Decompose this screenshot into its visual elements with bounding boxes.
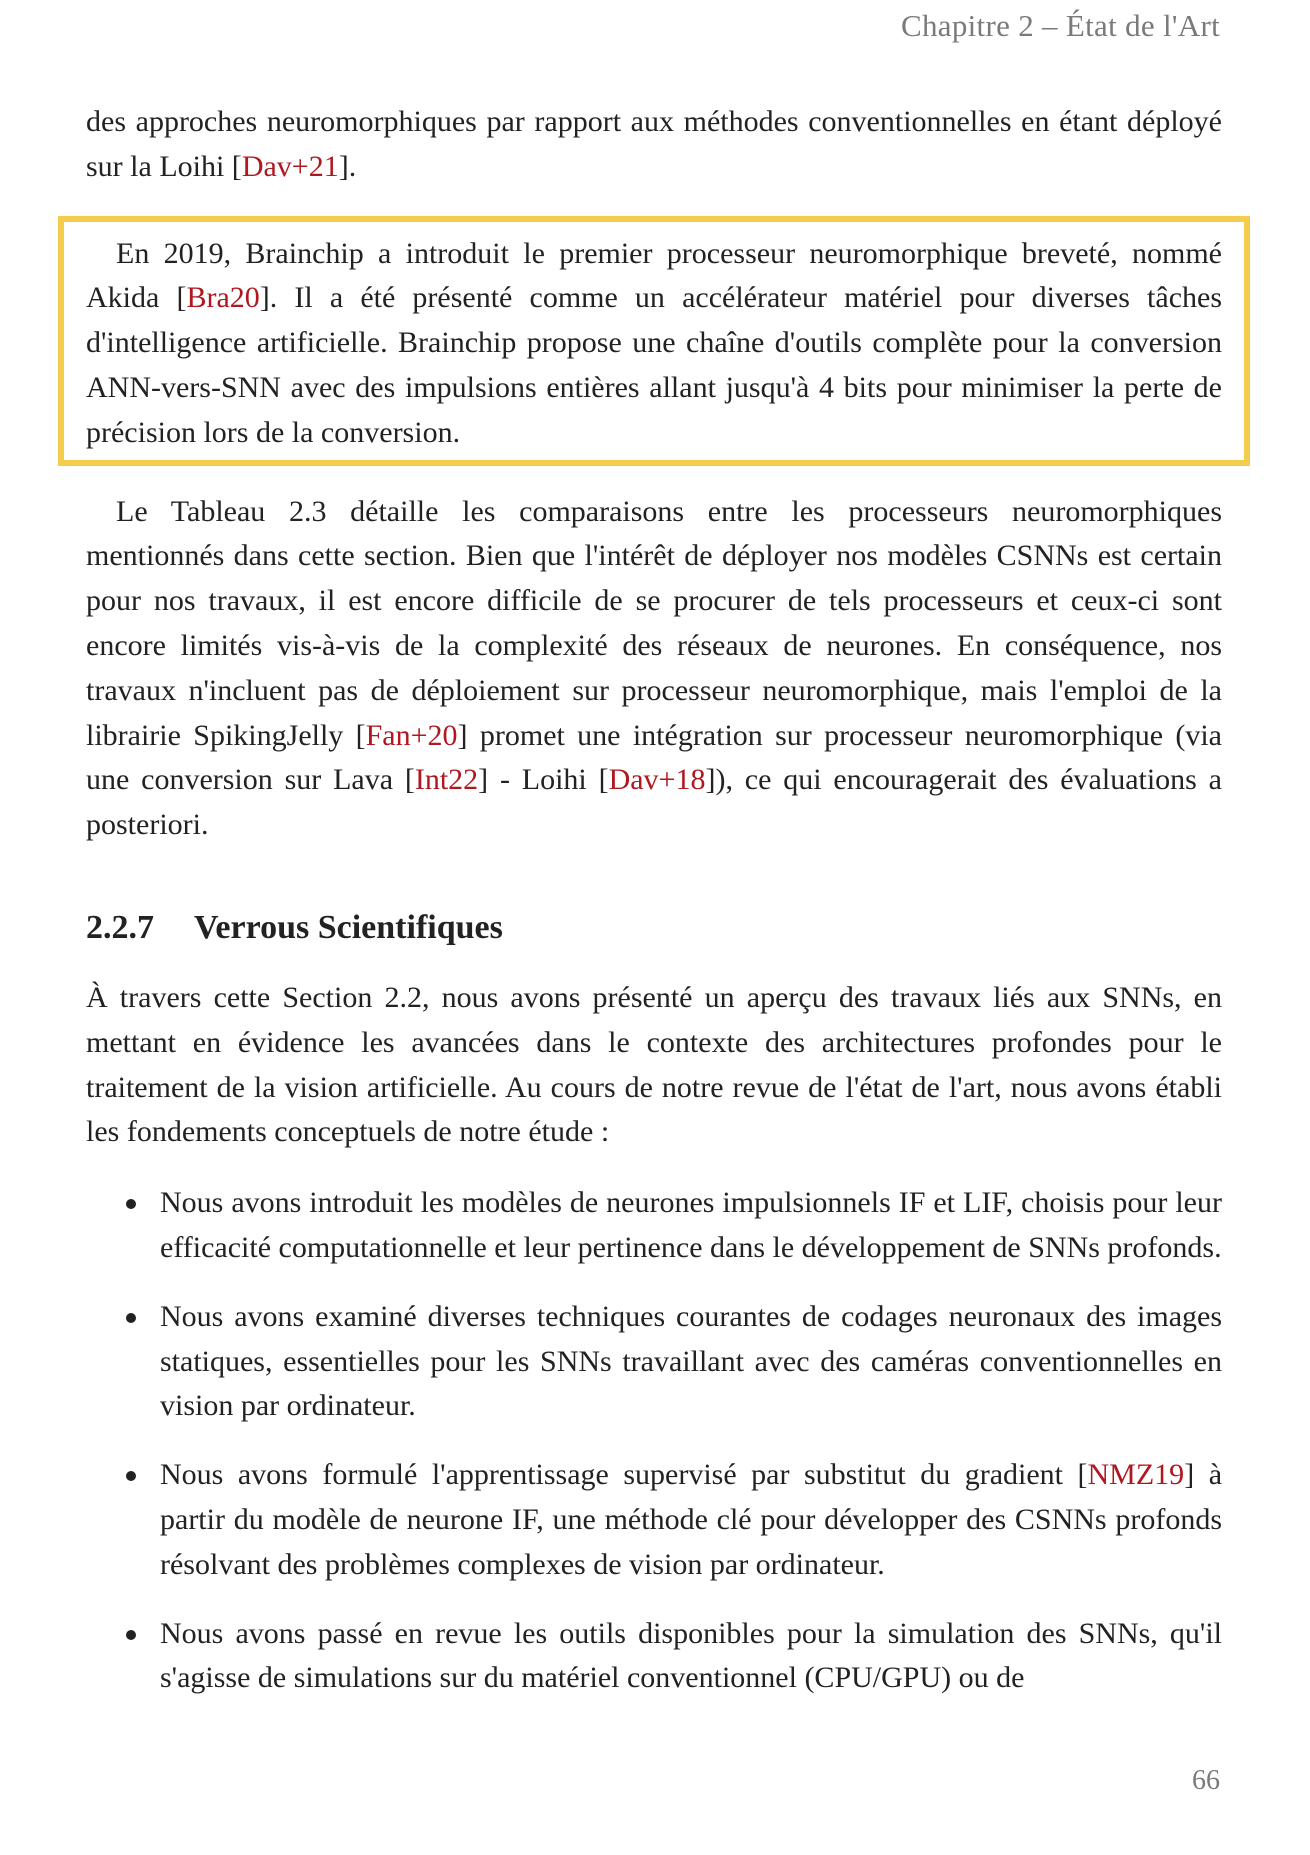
list-item: Nous avons introduit les modèles de neurones impulsionnels IF et LIF, choisis pour leur efficacité computationnelle et leur pertinence dans le développement de SNNs profonds. bbox=[86, 1181, 1222, 1271]
section-title: Verrous Scientifiques bbox=[194, 908, 503, 946]
paragraph-brainchip: En 2019, Brainchip a introduit le premier processeur neuromorphique breveté, nommé Akida [Bra20]. Il a été présenté comme un accélérateur matériel pour diverses tâches d'intelligence artificielle. Brainchip propose une chaîne d'outils complète pour la conversion ANN-vers-SNN avec des impulsions entières allant jusqu'à 4 bits pour minimiser la perte de précision lors de la conversion. bbox=[86, 236, 1223, 449]
highlighted-paragraph-box bbox=[58, 216, 1250, 466]
section-number: 2.2.7 bbox=[86, 908, 154, 946]
citation-int22[interactable]: Int22 bbox=[414, 763, 479, 797]
bullet-icon bbox=[126, 1471, 136, 1481]
citation-nmz19[interactable]: NMZ19 bbox=[1087, 1458, 1185, 1492]
list-item: Nous avons formulé l'apprentissage supervisé par substitut du gradient [NMZ19] à partir du modèle de neurone IF, une méthode clé pour développer des CSNNs profonds résolvant des problèmes complexes de vision par ordinateur. bbox=[86, 1453, 1222, 1587]
paragraph-table-comparison: Le Tableau 2.3 détaille les comparaisons entre les processeurs neuromorphiques mentionnés dans cette section. Bien que l'intérêt de déployer nos modèles CSNNs est certain pour nos travaux, il est encore difficile de se procurer de tels processeurs et ceux-ci sont encore limités vis-à-vis de la complexité des réseaux de neurones. En conséquence, nos travaux n'incluent pas de déploiement sur processeur neuromorphique, mais l'emploi de la librairie SpikingJelly [Fan+20] promet une intégration sur processeur neuromorphique (via une conversion sur Lava [Int22] - Loihi [Dav+18]), ce qui encouragerait des évaluations a posteriori. bbox=[86, 494, 1222, 842]
running-header: Chapitre 2 – État de l'Art bbox=[901, 8, 1220, 43]
page-body bbox=[86, 100, 1222, 1725]
paragraph-loihi: des approches neuromorphiques par rapport aux méthodes conventionnelles en étant déployé sur la Loihi [Dav+21]. bbox=[86, 105, 1222, 183]
citation-fan20[interactable]: Fan+20 bbox=[365, 718, 458, 752]
bullet-icon bbox=[126, 1630, 136, 1640]
section-heading bbox=[86, 906, 1222, 950]
list-item: Nous avons examiné diverses techniques courantes de codages neuronaux des images statiques, essentielles pour les SNNs travaillant avec des caméras conventionnelles en vision par ordinateur. bbox=[86, 1295, 1222, 1429]
citation-dav21[interactable]: Dav+21 bbox=[241, 149, 339, 183]
citation-bra20[interactable]: Bra20 bbox=[186, 281, 260, 315]
citation-dav18[interactable]: Dav+18 bbox=[608, 763, 706, 797]
page-number: 66 bbox=[1192, 1765, 1220, 1796]
contribution-list bbox=[86, 1181, 1222, 1701]
list-item: Nous avons passé en revue les outils disponibles pour la simulation des SNNs, qu'il s'agisse de simulations sur du matériel conventionnel (CPU/GPU) ou de bbox=[86, 1612, 1222, 1702]
bullet-icon bbox=[126, 1199, 136, 1209]
paragraph-summary: À travers cette Section 2.2, nous avons présenté un aperçu des travaux liés aux SNNs, en mettant en évidence les avancées dans le contexte des architectures profondes pour le traitement de la vision artificielle. Au cours de notre revue de l'état de l'art, nous avons établi les fondements conceptuels de notre étude : bbox=[86, 980, 1222, 1149]
bullet-icon bbox=[126, 1313, 136, 1323]
